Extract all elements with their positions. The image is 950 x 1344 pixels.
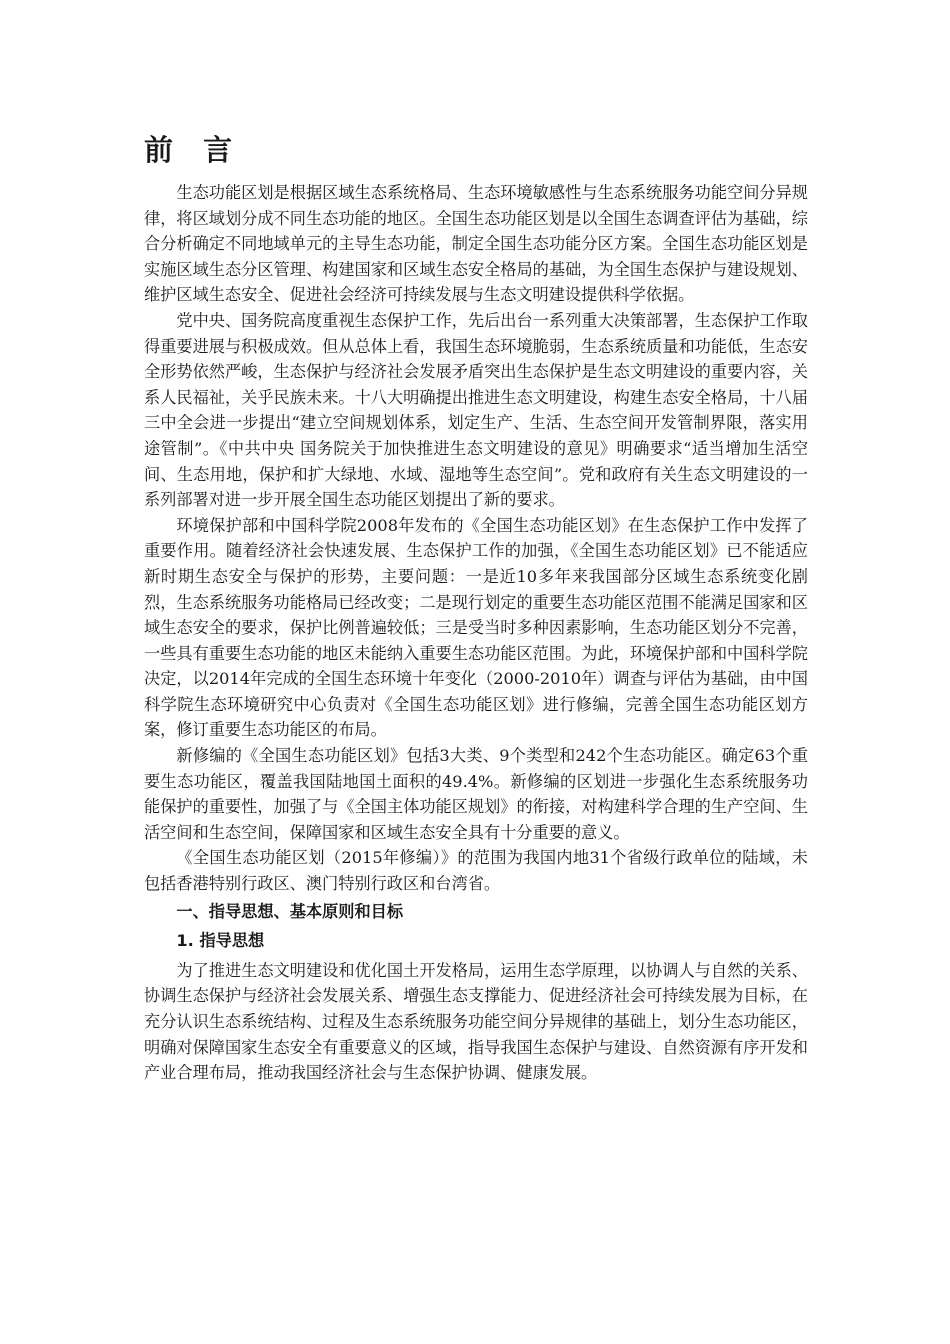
section-heading: 一、指导思想、基本原则和目标 — [176, 901, 404, 921]
document-page — [144, 128, 808, 1086]
body-paragraph: 新修编的《全国生态功能区划》包括3大类、9个类型和242个生态功能区。确定63个重要生态功能区，覆盖我国陆地国土面积的49.4%。新修编的区划进一步强化生态系统服务功能保护的重要性，加强了与《全国主体功能区规划》的衔接，对构建科学合理的生产空间、生活空间和生态空间，保障国家和区域生态安全具有十分重要的意义。 — [144, 746, 808, 842]
body-paragraph: 党中央、国务院高度重视生态保护工作，先后出台一系列重大决策部署，生态保护工作取得重要进展与积极成效。但从总体上看，我国生态环境脆弱，生态系统质量和功能低，生态安全形势依然严峻，生态保护与经济社会发展矛盾突出生态保护是生态文明建设的重要内容，关系人民福祉，关乎民族未来。十八大明确提出推进生态文明建设，构建生态安全格局，十八届三中全会进一步提出“建立空间规划体系，划定生产、生活、生态空间开发管制界限，落实用途管制”。《中共中央 国务院关于加快推进生态文明建设的意见》明确要求“适当增加生活空间、生态用地，保护和扩大绿地、水域、湿地等生态空间”。党和政府有关生态文明建设的一系列部署对进一步开展全国生态功能区划提出了新的要求。 — [144, 310, 808, 510]
body-paragraph: 环境保护部和中国科学院2008年发布的《全国生态功能区划》在生态保护工作中发挥了重要作用。随着经济社会快速发展、生态保护工作的加强，《全国生态功能区划》已不能适应新时期生态安全与保护的形势，主要问题：一是近10多年来我国部分区域生态系统变化剧烈，生态系统服务功能格局已经改变；二是现行划定的重要生态功能区范围不能满足国家和区域生态安全的要求，保护比例普遍较低；三是受当时多种因素影响，生态功能区划分不完善，一些具有重要生态功能的地区未能纳入重要生态功能区范围。为此，环境保护部和中国科学院决定，以2014年完成的全国生态环境十年变化（2000-2010年）调查与评估为基础，由中国科学院生态环境研究中心负责对《全国生态功能区划》进行修编，完善全国生态功能区划方案，修订重要生态功能区的布局。 — [144, 515, 808, 740]
body-paragraph: 生态功能区划是根据区域生态系统格局、生态环境敏感性与生态系统服务功能空间分异规律，将区域划分成不同生态功能的地区。全国生态功能区划是以全国生态调查评估为基础，综合分析确定不同地域单元的主导生态功能，制定全国生态功能分区方案。全国生态功能区划是实施区域生态分区管理、构建国家和区域生态安全格局的基础，为全国生态保护与建设规划、维护区域生态安全、促进社会经济可持续发展与生态文明建设提供科学依据。 — [144, 183, 808, 305]
subsection-heading: 1. 指导思想 — [176, 931, 265, 951]
body-paragraph: 为了推进生态文明建设和优化国土开发格局，运用生态学原理，以协调人与自然的关系、协调生态保护与经济社会发展关系、增强生态支撑能力、促进经济社会可持续发展为目标，在充分认识生态系统结构、过程及生态系统服务功能空间分异规律的基础上，划分生态功能区，明确对保障国家生态安全有重要意义的区域，指导我国生态保护与建设、自然资源有序开发和产业合理布局，推动我国经济社会与生态保护协调、健康发展。 — [144, 960, 808, 1083]
page-title: 前 言 — [144, 133, 243, 167]
body-paragraph: 《全国生态功能区划（2015年修编）》的范围为我国内地31个省级行政单位的陆域，未包括香港特别行政区、澳门特别行政区和台湾省。 — [144, 848, 808, 894]
